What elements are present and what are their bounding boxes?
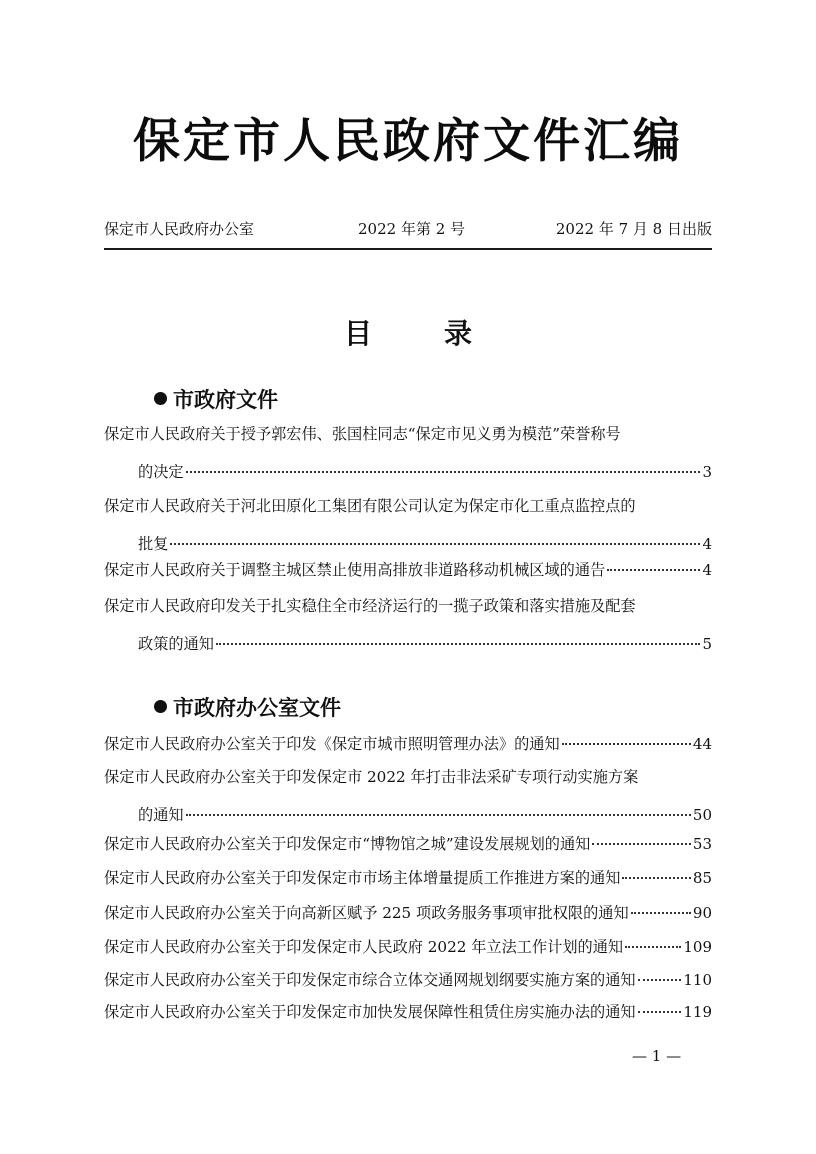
entry-page: 119 <box>683 1003 712 1021</box>
entry-title: 保定市人民政府办公室关于印发保定市市场主体增量提质工作推进方案的通知 <box>104 869 621 887</box>
entry-title-cont: 政策的通知 <box>138 635 214 653</box>
entry-title: 保定市人民政府印发关于扎实稳住全市经济运行的一揽子政策和落实措施及配套 <box>104 597 636 615</box>
entry-page: 110 <box>683 971 712 989</box>
section-heading-label: 市政府办公室文件 <box>173 695 341 720</box>
header-rule <box>104 248 712 250</box>
entry-title: 保定市人民政府关于调整主城区禁止使用高排放非道路移动机械区域的通告 <box>104 561 606 579</box>
entry-page: 4 <box>702 561 712 579</box>
entry-title: 保定市人民政府办公室关于印发保定市 2022 年打击非法采矿专项行动实施方案 <box>104 768 639 786</box>
toc-entry[interactable] <box>104 970 712 990</box>
toc-entry[interactable] <box>104 868 712 888</box>
bullet-icon <box>154 392 167 405</box>
toc-entry[interactable] <box>104 496 712 554</box>
entry-page: 53 <box>692 835 712 853</box>
dot-leader <box>170 543 700 545</box>
section-heading-city-gov <box>154 384 278 414</box>
dot-leader <box>622 877 691 879</box>
document-title: 保定市人民政府文件汇编 <box>133 114 683 169</box>
toc-entry[interactable] <box>104 1002 712 1022</box>
entry-title: 保定市人民政府关于授予郭宏伟、张国柱同志“保定市见义勇为模范”荣誉称号 <box>104 425 621 443</box>
issue-number: 2022 年第 2 号 <box>358 220 466 238</box>
dot-leader <box>562 743 691 745</box>
toc-entry[interactable] <box>104 937 712 957</box>
entry-title: 保定市人民政府办公室关于向高新区赋予 225 项政务服务事项审批权限的通知 <box>104 904 629 922</box>
entry-title: 保定市人民政府办公室关于印发保定市综合立体交通网规划纲要实施方案的通知 <box>104 971 636 989</box>
toc-entry[interactable] <box>104 834 712 854</box>
entry-page: 3 <box>702 463 712 481</box>
entry-page: 5 <box>702 635 712 653</box>
dot-leader <box>607 569 700 571</box>
dot-leader <box>638 979 682 981</box>
section-heading-label: 市政府文件 <box>173 387 278 412</box>
toc-entry[interactable] <box>104 734 712 754</box>
entry-title: 保定市人民政府办公室关于印发保定市“博物馆之城”建设发展规划的通知 <box>104 835 591 853</box>
toc-title-right: 录 <box>444 317 473 350</box>
dot-leader <box>216 643 701 645</box>
bullet-icon <box>154 700 167 713</box>
dot-leader <box>631 912 691 914</box>
entry-title: 保定市人民政府办公室关于印发保定市人民政府 2022 年立法工作计划的通知 <box>104 938 624 956</box>
toc-entry[interactable] <box>104 560 712 580</box>
entry-title-cont: 的决定 <box>138 463 184 481</box>
toc-entry[interactable] <box>104 424 712 482</box>
document-meta <box>104 218 712 240</box>
entry-title: 保定市人民政府办公室关于印发《保定市城市照明管理办法》的通知 <box>104 735 560 753</box>
toc-entry[interactable] <box>104 596 712 654</box>
entry-page: 50 <box>692 806 712 824</box>
publisher: 保定市人民政府办公室 <box>104 220 255 238</box>
dot-leader <box>625 946 681 948</box>
page-number: — 1 — <box>632 1047 682 1065</box>
entry-title-cont: 的通知 <box>138 806 184 824</box>
toc-title-left: 目 <box>343 317 372 350</box>
entry-title: 保定市人民政府办公室关于印发保定市加快发展保障性租赁住房实施办法的通知 <box>104 1003 636 1021</box>
publish-date: 2022 年 7 月 8 日出版 <box>555 220 712 238</box>
dot-leader <box>186 814 691 816</box>
section-heading-office <box>154 692 341 722</box>
dot-leader <box>592 843 691 845</box>
entry-title: 保定市人民政府关于河北田原化工集团有限公司认定为保定市化工重点监控点的 <box>104 497 636 515</box>
entry-page: 109 <box>683 938 712 956</box>
toc-entry[interactable] <box>104 767 712 825</box>
entry-title-cont: 批复 <box>138 535 169 553</box>
dot-leader <box>186 471 701 473</box>
toc-title <box>0 312 816 352</box>
entry-page: 90 <box>692 904 712 922</box>
toc-entry[interactable] <box>104 903 712 923</box>
entry-page: 44 <box>692 735 712 753</box>
entry-page: 85 <box>692 869 712 887</box>
entry-page: 4 <box>702 535 712 553</box>
dot-leader <box>638 1011 682 1013</box>
